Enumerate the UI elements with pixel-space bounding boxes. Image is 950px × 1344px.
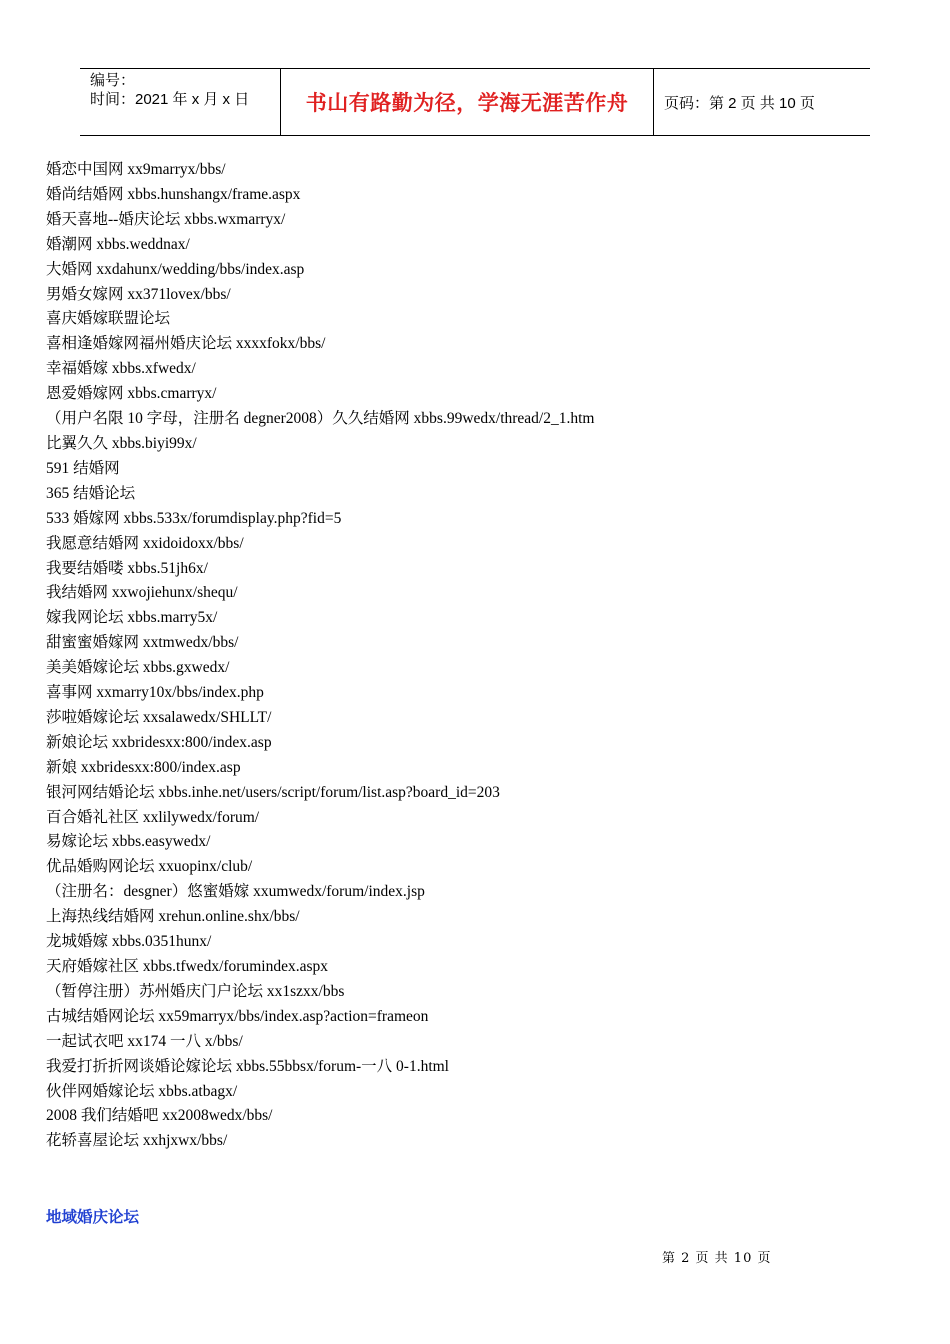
list-item: 我要结婚喽 xbbs.51jh6x/ (46, 559, 208, 577)
list-item: 喜庆婚嫁联盟论坛 (46, 310, 171, 328)
footer-page-number: 第 2 页 共 10 页 (662, 1251, 772, 1266)
list-item: （暂停注册）苏州婚庆门户论坛 xx1szxx/bbs (46, 982, 345, 1000)
list-item: 伙伴网婚嫁论坛 xbbs.atbagx/ (46, 1082, 238, 1100)
list-item: 恩爱婚嫁网 xbbs.cmarryx/ (46, 385, 217, 403)
list-item: 2008 我们结婚吧 xx2008wedx/bbs/ (46, 1107, 273, 1125)
list-item: 比翼久久 xbbs.biyi99x/ (46, 434, 197, 452)
list-item: 新娘 xxbridesxx:800/index.asp (46, 758, 241, 776)
list-item: 古城结婚网论坛 xx59marryx/bbs/index.asp?action=frameon (46, 1007, 429, 1025)
list-item: 533 婚嫁网 xbbs.533x/forumdisplay.php?fid=5 (46, 509, 342, 527)
list-item: 婚天喜地--婚庆论坛 xbbs.wxmarryx/ (46, 210, 286, 228)
list-item: 婚恋中国网 xx9marryx/bbs/ (46, 161, 226, 178)
forum-list (46, 158, 906, 1154)
list-item: 龙城婚嫁 xbbs.0351hunx/ (46, 933, 212, 951)
header-meta-cell (80, 69, 281, 135)
header-page-info: 页码：第 2 页 共 10 页 (664, 94, 815, 112)
list-item: 银河网结婚论坛 xbbs.inhe.net/users/script/forum/list.asp?board_id=203 (46, 783, 500, 801)
list-item: （注册名：desgner）悠蜜婚嫁 xxumwedx/forum/index.jsp (46, 883, 425, 901)
list-item: 我爱打折折网谈婚论嫁论坛 xbbs.55bbsx/forum-一八 0-1.html (46, 1057, 449, 1075)
list-item: 花轿喜屋论坛 xxhjxwx/bbs/ (46, 1132, 228, 1150)
list-item: 甜蜜蜜婚嫁网 xxtmwedx/bbs/ (46, 634, 239, 652)
list-item: 上海热线结婚网 xrehun.online.shx/bbs/ (46, 908, 300, 926)
header-motto: 书山有路勤为径，学海无涯苦作舟 (281, 69, 654, 135)
list-item: 大婚网 xxdahunx/wedding/bbs/index.asp (46, 260, 305, 278)
document-header (80, 68, 870, 136)
list-item: 百合婚礼社区 xxlilywedx/forum/ (46, 808, 260, 826)
document-number-label: 编号： (90, 72, 136, 89)
list-item: 我结婚网 xxwojiehunx/shequ/ (46, 584, 238, 602)
list-item: 婚尚结婚网 xbbs.hunshangx/frame.aspx (46, 185, 301, 203)
list-item: 喜相逢婚嫁网福州婚庆论坛 xxxxfokx/bbs/ (46, 335, 326, 353)
list-item: 我愿意结婚网 xxidoidoxx/bbs/ (46, 534, 244, 552)
section-heading: 地域婚庆论坛 (46, 1208, 140, 1226)
list-item: 喜事网 xxmarry10x/bbs/index.php (46, 684, 264, 702)
list-item: （用户名限 10 字母，注册名 degner2008）久久结婚网 xbbs.99wedx/thread/2_1.htm (46, 410, 595, 428)
list-item: 幸福婚嫁 xbbs.xfwedx/ (46, 360, 196, 378)
list-item: 天府婚嫁社区 xbbs.tfwedx/forumindex.aspx (46, 958, 328, 975)
list-item: 婚潮网 xbbs.weddnax/ (46, 235, 190, 253)
list-item: 新娘论坛 xxbridesxx:800/index.asp (46, 733, 272, 751)
list-item: 美美婚嫁论坛 xbbs.gxwedx/ (46, 659, 230, 677)
list-item: 嫁我网论坛 xbbs.marry5x/ (46, 609, 218, 627)
list-item: 591 结婚网 (46, 459, 120, 477)
list-item: 优品婚购网论坛 xxuopinx/club/ (46, 858, 253, 876)
list-item: 男婚女嫁网 xx371lovex/bbs/ (46, 285, 231, 303)
list-item: 365 结婚论坛 (46, 484, 136, 502)
document-time-label: 时间：2021 年 x 月 x 日 (90, 91, 250, 108)
list-item: 一起试衣吧 xx174 一八 x/bbs/ (46, 1032, 243, 1050)
list-item: 莎啦婚嫁论坛 xxsalawedx/SHLLT/ (46, 708, 272, 726)
list-item: 易嫁论坛 xbbs.easywedx/ (46, 833, 211, 851)
